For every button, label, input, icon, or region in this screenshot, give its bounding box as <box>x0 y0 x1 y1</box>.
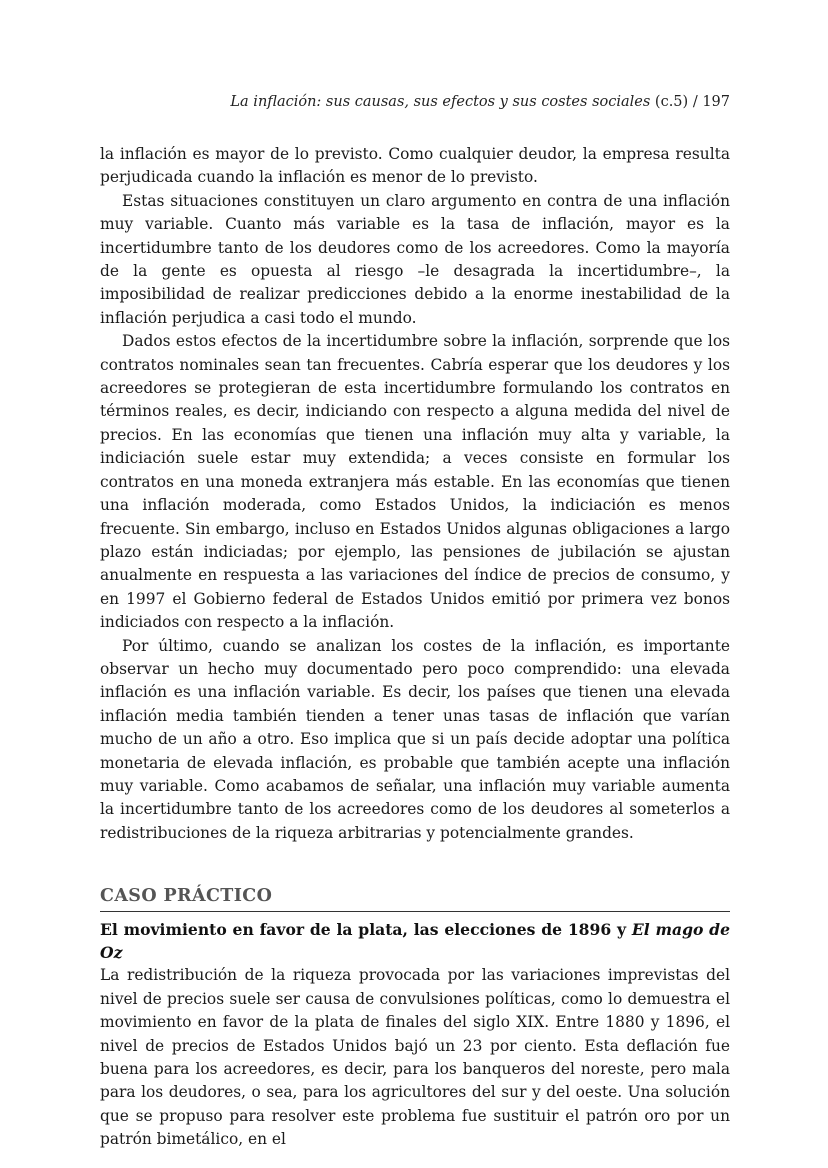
running-header <box>100 94 730 110</box>
case-study-paragraph: La redistribución de la riqueza provocada por las variaciones imprevistas del nivel de precios suele ser causa de convulsiones políticas, como lo demuestra el movimiento en favor de la plata de finales del siglo XIX. Entre 1880 y 1896, el nivel de precios de Estados Unidos bajó un 23 por ciento. Esta deflación fue buena para los acreedores, es decir, para los banqueros del noreste, pero mala para los deudores, o sea, para los agricultores del sur y del oeste. Una solución que se propuso para resolver este problema fue sustituir el patrón oro por un patrón bimetálico, en el <box>100 966 730 1149</box>
page-body <box>100 143 730 1152</box>
body-paragraph: la inflación es mayor de lo previsto. Como cualquier deudor, la empresa resulta perjudicada cuando la inflación es menor de lo previsto. <box>100 145 730 187</box>
body-paragraph: Estas situaciones constituyen un claro argumento en contra de una inflación muy variable. Cuanto más variable es la tasa de inflación, mayor es la incertidumbre tanto de los deudores como de los acreedores. Como la mayoría de la gente es opuesta al riesgo –le desagrada la incertidumbre–, la imposibilidad de realizar predicciones debido a la enorme inestabilidad de la inflación perjudica a casi todo el mundo. <box>100 191 730 327</box>
case-study-title-italic: El mago de Oz <box>100 919 731 962</box>
chapter-ref: (c.5) <box>654 94 689 110</box>
page-number: 197 <box>702 94 730 110</box>
case-study-title <box>100 918 730 965</box>
case-study-heading: CASO PRÁCTICO <box>100 885 730 911</box>
running-title: La inflación: sus causas, sus efectos y sus costes sociales <box>230 94 651 110</box>
case-study-title-text: El movimiento en favor de la plata, las elecciones de 1896 y <box>100 919 627 939</box>
body-paragraph: Dados estos efectos de la incertidumbre sobre la inflación, sorprende que los contratos nominales sean tan frecuentes. Cabría esperar que los deudores y los acreedores se protegieran de esta incertidumbre formulando los contratos en términos reales, es decir, indiciando con respecto a alguna medida del nivel de precios. En las economías que tienen una inflación muy alta y variable, la indiciación suele estar muy extendida; a veces consiste en formular los contratos en una moneda extranjera más estable. En las economías que tienen una inflación moderada, como Estados Unidos, la indiciación es menos frecuente. Sin embargo, incluso en Estados Unidos algunas obligaciones a largo plazo están indiciadas; por ejemplo, las pensiones de jubilación se ajustan anualmente en respuesta a las variaciones del índice de precios de consumo, y en 1997 el Gobierno federal de Estados Unidos emitió por primera vez bonos indiciados con respecto a la inflación. <box>100 332 730 632</box>
header-separator: / <box>692 94 698 110</box>
body-paragraph: Por último, cuando se analizan los costes de la inflación, es importante observar un hecho muy documentado pero poco comprendido: una elevada inflación es una inflación variable. Es decir, los países que tienen una elevada inflación media también tienden a tener unas tasas de inflación que varían mucho de un año a otro. Eso implica que si un país decide adoptar una política monetaria de elevada inflación, es probable que también acepte una inflación muy variable. Como acabamos de señalar, una inflación muy variable aumenta la incertidumbre tanto de los acreedores como de los deudores al someterlos a redistribuciones de la riqueza arbitrarias y potencialmente grandes. <box>100 636 730 842</box>
